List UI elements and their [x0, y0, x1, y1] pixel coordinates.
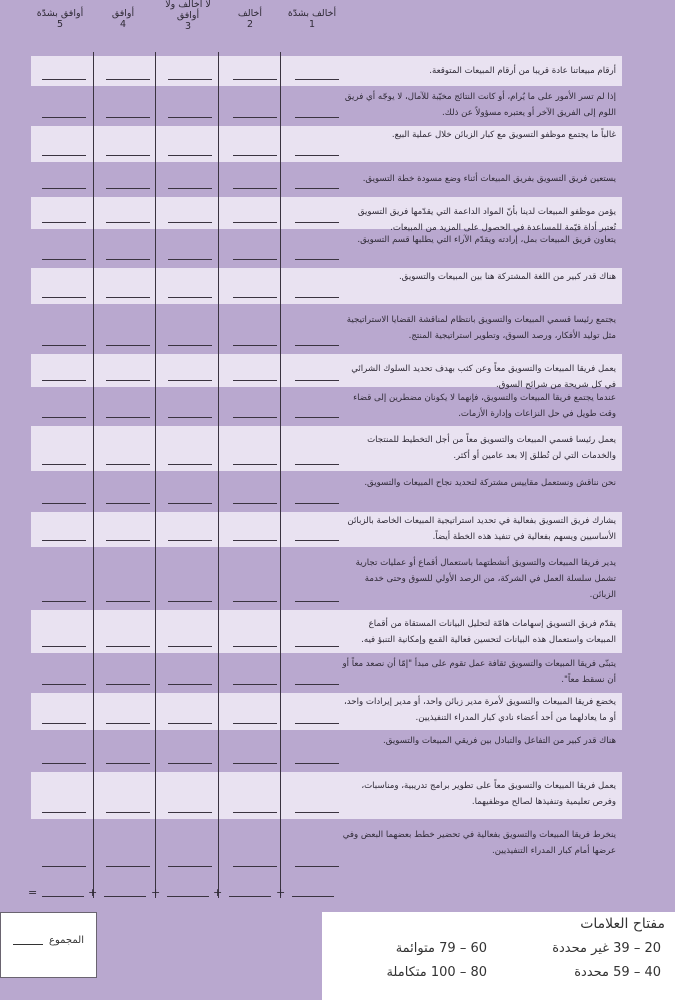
- rating-blank-3[interactable]: [168, 812, 212, 813]
- rating-blank-4[interactable]: [106, 117, 150, 118]
- key-item: 20 – 39 غير محددة: [552, 941, 661, 956]
- rating-blank-2[interactable]: [233, 812, 277, 813]
- rating-blank-1[interactable]: [295, 222, 339, 223]
- statement-row: [0, 732, 675, 770]
- rating-blank-3[interactable]: [168, 259, 212, 260]
- rating-blank-5[interactable]: [42, 464, 86, 465]
- rating-blank-4[interactable]: [106, 812, 150, 813]
- header-col-3: [160, 0, 216, 32]
- rating-blank-3[interactable]: [168, 684, 212, 685]
- rating-blank-5[interactable]: [42, 540, 86, 541]
- rating-blank-3[interactable]: [168, 763, 212, 764]
- rating-blank-5[interactable]: [42, 684, 86, 685]
- rating-blank-1[interactable]: [295, 345, 339, 346]
- statement-row: [0, 231, 675, 266]
- statement-text: يعمل فريقا المبيعات والتسويق معاً وعن كثب بهدف تحديد السلوك الشرائي في كل شريحة من شرائح السوق.: [351, 364, 616, 390]
- rating-blank-3[interactable]: [168, 380, 212, 381]
- rating-blank-1[interactable]: [295, 812, 339, 813]
- rating-blank-2[interactable]: [233, 763, 277, 764]
- rating-blank-4[interactable]: [106, 601, 150, 602]
- rating-blank-1[interactable]: [295, 155, 339, 156]
- statement-text: يشارك فريق التسويق بفعالية في تحديد استراتيجية المبيعات الخاصة بالزبائن الأساسيين ويسهم بفعالية في تنفيذ هذه الخطة أيضاً.: [347, 516, 616, 542]
- rating-blank-1[interactable]: [295, 188, 339, 189]
- statement-row: [0, 56, 675, 86]
- rating-blank-5[interactable]: [42, 79, 86, 80]
- statement-text: يخضع فريقا المبيعات والتسويق لأمرة مدير زبائن واحد، أو مدير إيرادات واحد، أو ما يعادلهما من أحد أعضاء نادي كبار المدراء التنفيذيين.: [343, 697, 616, 723]
- rating-blank-4[interactable]: [106, 297, 150, 298]
- statement-text: يعمل رئيسا قسمي المبيعات والتسويق معاً من أجل التخطيط للمنتجات والخدمات التي لن تُطلق إلا بعد عامين أو أكثر.: [367, 435, 616, 461]
- column-divider: [218, 52, 219, 898]
- statement-row: [0, 610, 675, 653]
- header-col-2: [222, 8, 278, 30]
- rating-blank-1[interactable]: [295, 601, 339, 602]
- rating-blank-2[interactable]: [233, 723, 277, 724]
- rating-blank-5[interactable]: [42, 259, 86, 260]
- rating-blank-1[interactable]: [295, 297, 339, 298]
- equals-sign: =: [28, 886, 38, 899]
- rating-blank-3[interactable]: [168, 723, 212, 724]
- rating-blank-2[interactable]: [233, 601, 277, 602]
- rating-blank-2[interactable]: [233, 866, 277, 867]
- sum-label: المجموع: [49, 935, 84, 946]
- statement-text: هناك قدر كبير من التفاعل والتبادل بين فريقي المبيعات والتسويق.: [382, 736, 616, 746]
- rating-blank-5[interactable]: [42, 601, 86, 602]
- rating-blank-5[interactable]: [42, 380, 86, 381]
- rating-blank-4[interactable]: [106, 646, 150, 647]
- header-number: 5: [56, 19, 64, 30]
- rating-blank-4[interactable]: [106, 540, 150, 541]
- rating-blank-1[interactable]: [295, 684, 339, 685]
- key-item: 60 – 79 متوائمة: [395, 941, 487, 956]
- rating-blank-5[interactable]: [42, 222, 86, 223]
- statement-row: [0, 474, 675, 510]
- rating-blank-1[interactable]: [295, 540, 339, 541]
- column-divider: [93, 52, 94, 898]
- rating-blank-3[interactable]: [168, 155, 212, 156]
- statement-row: [0, 164, 675, 195]
- rating-blank-5[interactable]: [42, 812, 86, 813]
- totals-row: [0, 884, 675, 900]
- rating-blank-4[interactable]: [106, 723, 150, 724]
- total-blank-3[interactable]: [167, 896, 209, 897]
- statement-text: عندما يجتمع فريقا المبيعات والتسويق، فإنهما لا يكونان مضطرين إلى قضاء وقت طويل في حل النزاعات وإدارة الأزمات.: [353, 393, 616, 419]
- rating-blank-2[interactable]: [233, 540, 277, 541]
- statement-row: [0, 88, 675, 124]
- rating-blank-3[interactable]: [168, 297, 212, 298]
- rating-blank-2[interactable]: [233, 646, 277, 647]
- key-item: 40 – 59 محددة: [574, 965, 661, 980]
- statement-text: هناك قدر كبير من اللغة المشتركة هنا بين المبيعات والتسويق.: [398, 272, 616, 282]
- statement-row: [0, 306, 675, 352]
- statement-text: إذا لم تسر الأمور على ما يُرام، أو كانت النتائج مخيّبة للآمال، لا يوجّه أي فريق اللوم إلى الفريق الآخر أو يعتبره مسؤولاً عن ذلك.: [344, 92, 616, 118]
- rating-blank-4[interactable]: [106, 155, 150, 156]
- rating-blank-2[interactable]: [233, 380, 277, 381]
- header-number: 3: [184, 21, 192, 32]
- rating-blank-3[interactable]: [168, 79, 212, 80]
- rating-blank-3[interactable]: [168, 866, 212, 867]
- plus-sign: +: [88, 886, 98, 899]
- rating-blank-1[interactable]: [295, 763, 339, 764]
- statement-row: [0, 197, 675, 233]
- rating-blank-1[interactable]: [295, 866, 339, 867]
- rating-blank-1[interactable]: [295, 417, 339, 418]
- statement-row: [0, 655, 675, 691]
- rating-blank-5[interactable]: [42, 117, 86, 118]
- rating-blank-5[interactable]: [42, 417, 86, 418]
- statement-text: يجتمع رئيسا قسمي المبيعات والتسويق بانتظام لمناقشة القضايا الاستراتيجية مثل توليد الأفكار، ورصد السوق، وتطوير استراتيجية المنتج.: [346, 315, 616, 341]
- rating-blank-2[interactable]: [233, 297, 277, 298]
- statement-row: [0, 693, 675, 730]
- header-label: أخالف: [237, 8, 263, 19]
- statement-text: يعمل فريقا المبيعات والتسويق معاً على تطوير برامج تدريبية، ومناسبات، وفرص تعليمية وتنفيذها لصالح موظفيهما.: [361, 781, 616, 807]
- statement-row: [0, 354, 675, 390]
- header-label: أخالف بشدّة: [287, 8, 337, 19]
- total-blank-2[interactable]: [229, 896, 271, 897]
- statement-text: يؤمن موظفو المبيعات لدينا بأنّ المواد الداعمة التي يقدّمها فريق التسويق تُعتبر أداة قيّمة للمساعدة في الحصول على المزيد من المبيعات.: [357, 207, 616, 233]
- rating-blank-5[interactable]: [42, 723, 86, 724]
- rating-blank-5[interactable]: [42, 763, 86, 764]
- rating-blank-4[interactable]: [106, 259, 150, 260]
- plus-sign: +: [151, 886, 161, 899]
- statement-text: يتبنّى فريقا المبيعات والتسويق ثقافة عمل تقوم على مبدأ "إمّا أن نصعد معاً أو أن نسقط معاً".: [342, 659, 616, 685]
- rating-blank-4[interactable]: [106, 464, 150, 465]
- rating-blank-4[interactable]: [106, 684, 150, 685]
- header-col-4: [95, 8, 151, 30]
- rating-blank-2[interactable]: [233, 259, 277, 260]
- rating-blank-3[interactable]: [168, 464, 212, 465]
- statement-text: أرقام مبيعاتنا عادة قريبا من أرقام المبيعات المتوقعة.: [429, 66, 616, 76]
- rating-blank-2[interactable]: [233, 188, 277, 189]
- header-label: لا أخالف ولا أوافق: [165, 0, 211, 21]
- rating-blank-5[interactable]: [42, 297, 86, 298]
- statement-row: [0, 389, 675, 424]
- header-number: 2: [246, 19, 254, 30]
- key-item: 80 – 100 متكاملة: [386, 965, 487, 980]
- column-divider: [280, 52, 281, 898]
- rating-blank-4[interactable]: [106, 345, 150, 346]
- rating-blank-2[interactable]: [233, 345, 277, 346]
- statement-text: نحن نناقش ونستعمل مقاييس مشتركة لتحديد نجاح المبيعات والتسويق.: [364, 478, 616, 488]
- total-blank-1[interactable]: [292, 896, 334, 897]
- statement-text: يقدّم فريق التسويق إسهامات هامّة لتحليل البيانات المستقاة من أقماع المبيعات واستعمال هذه البيانات لتحسين فعالية القمع وإمكانية التنبؤ فيه.: [361, 619, 616, 645]
- rating-blank-3[interactable]: [168, 540, 212, 541]
- statement-row: [0, 268, 675, 304]
- rating-blank-3[interactable]: [168, 188, 212, 189]
- rating-blank-3[interactable]: [168, 345, 212, 346]
- scoring-key: [322, 912, 675, 1000]
- rating-blank-1[interactable]: [295, 464, 339, 465]
- rating-blank-4[interactable]: [106, 79, 150, 80]
- rating-blank-2[interactable]: [233, 155, 277, 156]
- rating-blank-5[interactable]: [42, 646, 86, 647]
- statement-row: [0, 772, 675, 819]
- scoring-key-title: مفتاح العلامات: [580, 916, 665, 932]
- rating-blank-4[interactable]: [106, 222, 150, 223]
- rating-blank-2[interactable]: [233, 117, 277, 118]
- statement-text: ينخرط فريقا المبيعات والتسويق بفعالية في تحضير خطط بعضهما البعض وفي عرضها أمام كبار المدراء التنفيذيين.: [342, 830, 616, 856]
- statement-text: يستعين فريق التسويق بفريق المبيعات أثناء وضع مسودة خطة التسويق.: [362, 174, 616, 184]
- plus-sign: +: [213, 886, 223, 899]
- rating-blank-1[interactable]: [295, 259, 339, 260]
- rating-blank-4[interactable]: [106, 503, 150, 504]
- header-label: أوافق بشدّة: [36, 8, 84, 19]
- rating-blank-4[interactable]: [106, 188, 150, 189]
- header-col-5: [28, 8, 92, 30]
- column-divider: [155, 52, 156, 898]
- header-label: أوافق: [111, 8, 135, 19]
- rating-blank-3[interactable]: [168, 503, 212, 504]
- rating-blank-2[interactable]: [233, 464, 277, 465]
- statement-text: يدير فريقا المبيعات والتسويق أنشطتهما باستعمال أقماع أو عمليات تجارية تشمل سلسلة العمل في الشركة، من الرصد الأولي للسوق وحتى خدمة الزبائن.: [355, 558, 616, 600]
- statement-row: [0, 126, 675, 162]
- rating-blank-5[interactable]: [42, 866, 86, 867]
- sum-blank[interactable]: [13, 944, 43, 945]
- total-blank-4[interactable]: [104, 896, 146, 897]
- rating-blank-3[interactable]: [168, 222, 212, 223]
- rating-blank-5[interactable]: [42, 503, 86, 504]
- statement-text: غالباً ما يجتمع موظفو التسويق مع كبار الزبائن خلال عملية البيع.: [391, 130, 616, 140]
- rating-blank-1[interactable]: [295, 503, 339, 504]
- statement-row: [0, 426, 675, 471]
- rating-blank-1[interactable]: [295, 117, 339, 118]
- rating-blank-4[interactable]: [106, 763, 150, 764]
- rating-blank-3[interactable]: [168, 646, 212, 647]
- rating-blank-1[interactable]: [295, 723, 339, 724]
- statement-text: يتعاون فريق المبيعات بمل، إرادته ويقدّم الآراء التي يطلبها قسم التسويق.: [357, 235, 616, 245]
- rating-blank-2[interactable]: [233, 503, 277, 504]
- plus-sign: +: [276, 886, 286, 899]
- rating-blank-3[interactable]: [168, 117, 212, 118]
- rating-blank-4[interactable]: [106, 380, 150, 381]
- rating-blank-2[interactable]: [233, 222, 277, 223]
- sum-box: [0, 912, 97, 978]
- statement-row: [0, 821, 675, 873]
- rating-blank-1[interactable]: [295, 79, 339, 80]
- statement-row: [0, 512, 675, 547]
- rating-blank-5[interactable]: [42, 155, 86, 156]
- rating-blank-5[interactable]: [42, 188, 86, 189]
- rating-blank-2[interactable]: [233, 417, 277, 418]
- rating-blank-4[interactable]: [106, 417, 150, 418]
- rating-blank-5[interactable]: [42, 345, 86, 346]
- header-number: 1: [308, 19, 316, 30]
- rating-blank-4[interactable]: [106, 866, 150, 867]
- rating-blank-1[interactable]: [295, 646, 339, 647]
- rating-blank-1[interactable]: [295, 380, 339, 381]
- rating-blank-2[interactable]: [233, 79, 277, 80]
- header-col-1: [282, 8, 342, 30]
- header-number: 4: [119, 19, 127, 30]
- statement-row: [0, 549, 675, 608]
- rating-blank-2[interactable]: [233, 684, 277, 685]
- rating-blank-3[interactable]: [168, 417, 212, 418]
- rating-blank-3[interactable]: [168, 601, 212, 602]
- total-blank-5[interactable]: [42, 896, 84, 897]
